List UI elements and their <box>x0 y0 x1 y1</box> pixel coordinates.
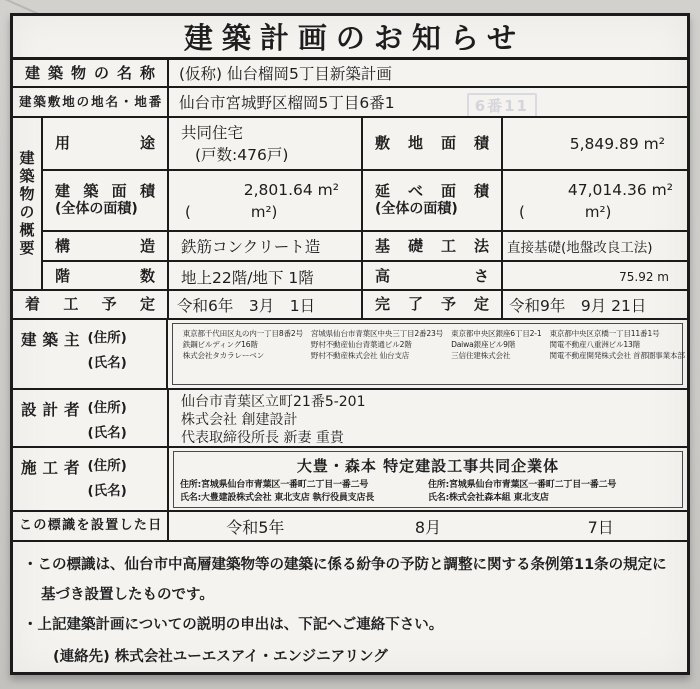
usage-value-cell <box>169 118 363 169</box>
note-line-2: 基づき設置したものです。 <box>41 587 214 603</box>
installed-label: この標識を設置した日 <box>19 517 161 533</box>
usage-value-line1: 共同住宅 <box>181 123 244 142</box>
owner-companies-box <box>172 323 683 385</box>
foundation-value-cell <box>503 232 687 260</box>
building-name-label: 建築物の名称 <box>25 63 155 82</box>
owner-company-1 <box>183 328 303 382</box>
row-building-area <box>43 171 687 232</box>
row-installed-date <box>13 512 687 542</box>
row-designer <box>13 390 687 448</box>
contractor-jv-box <box>173 451 683 508</box>
height-value: 75.92 m <box>619 269 669 284</box>
row-building-name <box>13 60 687 88</box>
structure-label-cell <box>43 232 169 260</box>
installed-era: 令和5年 <box>226 517 285 537</box>
owner-company-2-bldg: 野村不動産仙台青葉通ビル2階 <box>310 340 412 349</box>
row-usage <box>43 118 687 171</box>
installed-label-cell <box>13 512 169 540</box>
installed-day: 7日 <box>587 517 614 537</box>
contractor-value-cell <box>169 448 687 510</box>
building-area-label-line1: 建築面積 <box>55 182 155 201</box>
jv-member-2-address: 住所:宮城県仙台市青葉区一番町二丁目一番二号 <box>428 479 617 490</box>
building-name-value-cell <box>169 60 687 86</box>
total-floor-area-label-line1: 延べ面積 <box>375 182 489 201</box>
overview-side-label: 建築物の概要 <box>13 118 43 289</box>
row-notes <box>13 542 687 672</box>
jv-member-1-name: 氏名:大豊建設株式会社 東北支店 執行役員支店長 <box>180 492 375 503</box>
designer-representative: 代表取締役所長 新妻 重貴 <box>181 430 344 446</box>
jv-member-2 <box>428 479 676 505</box>
usage-label-cell <box>43 118 169 169</box>
construction-notice-sign <box>10 13 690 675</box>
jv-member-1-address: 住所:宮城県仙台市青葉区一番町二丁目一番二号 <box>180 479 369 490</box>
floors-label-cell <box>43 262 169 291</box>
start-value-cell <box>169 291 363 318</box>
site-area-value-cell <box>503 118 687 169</box>
usage-label: 用途 <box>55 134 155 153</box>
building-area-value: 2,801.64 m² <box>243 180 339 199</box>
height-value-cell <box>503 262 687 291</box>
owner-company-4-name: 関電不動産開発株式会社 首都圏事業本部 <box>549 351 685 360</box>
contractor-label: 施工者 <box>21 459 86 477</box>
note-contact: (連絡先) 株式会社ユーエスアイ・エンジニアリング <box>53 649 388 665</box>
owner-name-label: (氏名) <box>87 355 127 371</box>
site-area-label-cell <box>363 118 503 169</box>
jv-member-2-name: 氏名:株式会社森本組 東北支店 <box>428 492 549 503</box>
contractor-name-label: (氏名) <box>87 483 127 499</box>
note-line-1: ・この標識は、仙台市中高層建築物等の建築に係る紛争の予防と調整に関する条例第11条の規定に <box>23 557 667 573</box>
end-value-cell <box>503 291 687 318</box>
row-structure <box>43 232 687 262</box>
structure-value: 鉄筋コンクリート造 <box>181 238 321 256</box>
notes-block <box>13 542 687 672</box>
site-address-label-cell <box>13 88 169 116</box>
site-address-label: 建築敷地の地名・地番 <box>19 94 161 110</box>
total-floor-area-label-cell <box>363 171 503 230</box>
owner-company-1-bldg: 鉄鋼ビルディング16階 <box>182 340 258 349</box>
site-area-label: 敷地面積 <box>375 134 489 153</box>
jv-title: 大豊・森本 特定建設工事共同企業体 <box>296 456 560 475</box>
installed-month: 8月 <box>414 517 442 537</box>
row-owner <box>13 320 687 390</box>
total-floor-area-value-sub: ( m²) <box>519 202 612 221</box>
row-floors <box>43 262 687 291</box>
start-label: 着工予定 <box>25 295 155 314</box>
start-label-cell <box>13 291 169 318</box>
foundation-label: 基礎工法 <box>375 236 489 255</box>
jv-member-1 <box>180 479 428 505</box>
installed-value-cell <box>169 512 687 540</box>
owner-company-4 <box>549 328 684 382</box>
floors-value: 地上22階/地下 1階 <box>181 268 314 287</box>
designer-addr-label: (住所) <box>87 400 127 416</box>
contractor-addr-label: (住所) <box>87 458 127 474</box>
title-row <box>13 16 687 60</box>
foundation-value: 直接基礎(地盤改良工法) <box>507 240 653 256</box>
owner-label-cell <box>13 320 168 388</box>
owner-company-2 <box>311 328 443 382</box>
designer-company: 株式会社 創建設計 <box>181 412 298 428</box>
overview-grid <box>43 118 687 289</box>
site-area-value: 5,849.89 m² <box>569 134 665 153</box>
contractor-label-cell <box>13 448 169 510</box>
designer-address: 仙台市青葉区立町21番5-201 <box>181 394 366 410</box>
owner-label: 建築主 <box>21 331 86 349</box>
owner-company-3 <box>451 328 541 382</box>
row-site-address <box>13 88 687 118</box>
owner-addr-label: (住所) <box>87 330 127 346</box>
foundation-label-cell <box>363 232 503 260</box>
owner-company-2-name: 野村不動産株式会社 仙台支店 <box>310 351 410 360</box>
show-through-watermark: 6番11 <box>467 93 537 116</box>
overview-block <box>13 118 687 291</box>
floors-value-cell <box>169 262 363 291</box>
owner-company-3-name: 三信住建株式会社 <box>451 351 511 360</box>
height-label: 高さ <box>375 267 489 286</box>
start-value: 令和6年 3月 1日 <box>177 296 316 315</box>
owner-company-4-addr: 東京都中央区京橋一丁目11番1号 <box>549 329 660 338</box>
building-name-value: (仮称) 仙台榴岡5丁目新築計画 <box>179 65 392 83</box>
owner-value-cell <box>168 320 687 388</box>
site-address-value-cell <box>169 88 687 116</box>
owner-company-4-bldg: 関電不動産八重洲ビル13階 <box>549 340 641 349</box>
building-name-label-cell <box>13 60 169 86</box>
end-label-cell <box>363 291 503 318</box>
end-value: 令和9年 9月 21日 <box>509 296 647 315</box>
floors-label: 階数 <box>55 267 155 286</box>
page-title: 建築計画のお知らせ <box>183 21 526 55</box>
designer-name-label: (氏名) <box>87 425 127 441</box>
structure-value-cell <box>169 232 363 260</box>
total-floor-area-label-line2: (全体の面積) <box>375 201 458 218</box>
designer-value-cell <box>169 390 687 446</box>
designer-label: 設計者 <box>21 401 86 419</box>
height-label-cell <box>363 262 503 291</box>
building-area-label-line2: (全体の面積) <box>55 201 138 218</box>
total-floor-area-value-cell <box>503 171 687 230</box>
row-schedule <box>13 291 687 320</box>
note-line-3: ・上記建築計画についての説明の申出は、下記へご連絡下さい。 <box>23 617 444 633</box>
owner-company-2-addr: 宮城県仙台市青葉区中央三丁目2番23号 <box>310 329 444 338</box>
end-label: 完了予定 <box>375 295 489 314</box>
owner-company-1-name: 株式会社タカラレーベン <box>182 351 265 360</box>
structure-label: 構造 <box>55 236 155 255</box>
owner-company-3-addr: 東京都中央区銀座6丁目2-1 <box>451 329 542 338</box>
total-floor-area-value: 47,014.36 m² <box>567 180 673 199</box>
owner-company-1-addr: 東京都千代田区丸の内一丁目8番2号 <box>182 329 303 338</box>
row-contractor <box>13 448 687 512</box>
building-area-value-cell <box>169 171 363 230</box>
usage-value-line2: (戸数:476戸) <box>195 145 289 164</box>
owner-company-3-bldg: Daiwa銀座ビル9階 <box>451 340 516 349</box>
building-area-value-sub: ( m²) <box>185 202 278 221</box>
site-address-value: 仙台市宮城野区榴岡5丁目6番1 <box>179 94 395 112</box>
building-area-label-cell <box>43 171 169 230</box>
designer-label-cell <box>13 390 169 446</box>
